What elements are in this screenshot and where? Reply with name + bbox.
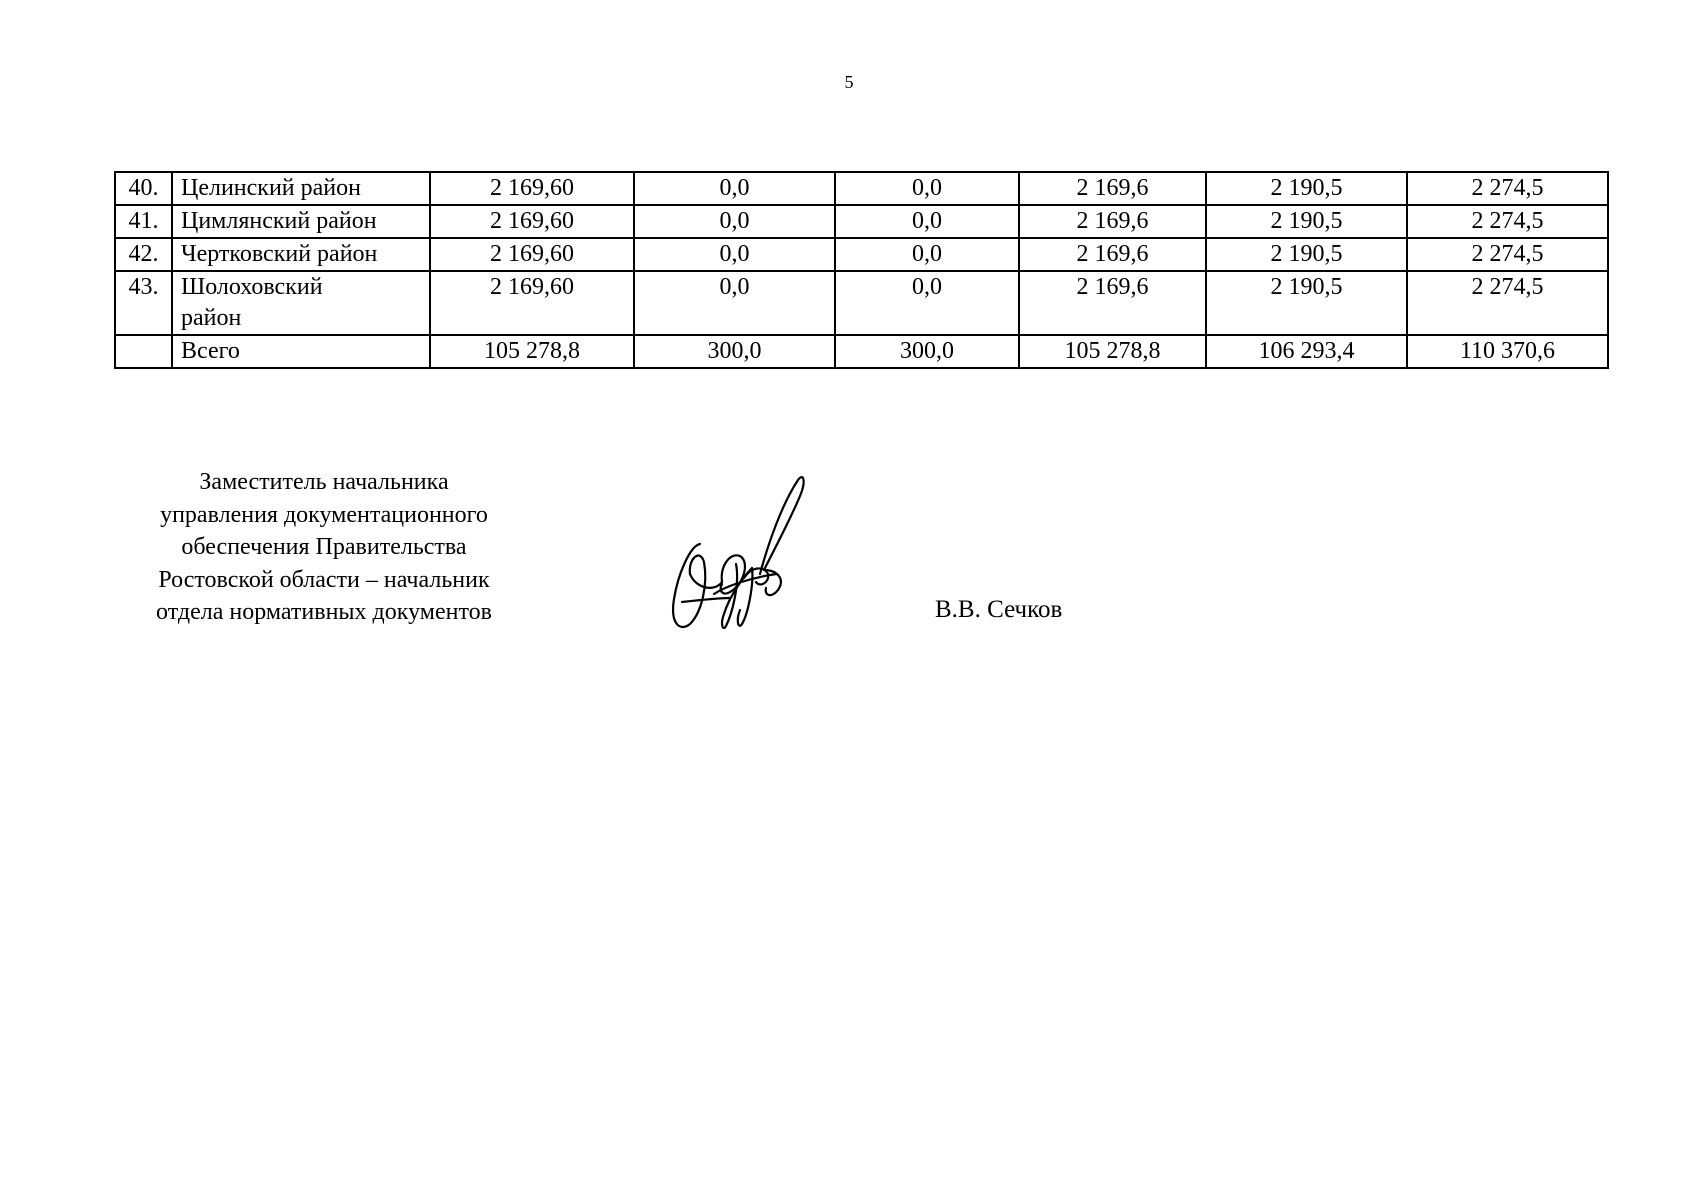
total-cell: 300,0: [835, 335, 1019, 368]
signatory-position: [108, 466, 540, 629]
table-row: [115, 205, 1608, 238]
table-cell: 2 190,5: [1206, 172, 1407, 205]
table-cell: 2 169,60: [430, 205, 634, 238]
total-cell: 110 370,6: [1407, 335, 1608, 368]
position-line: управления документационного: [160, 501, 488, 528]
table-cell: 2 274,5: [1407, 172, 1608, 205]
position-line: обеспечения Правительства: [181, 534, 467, 560]
position-line: отдела нормативных документов: [156, 599, 492, 625]
table-cell: 2 274,5: [1407, 205, 1608, 238]
table-total-row: [115, 335, 1608, 368]
total-cell: 105 278,8: [430, 335, 634, 368]
district-name: Чертковский район: [172, 238, 430, 271]
table-cell: 0,0: [835, 205, 1019, 238]
table-cell: 2 169,6: [1019, 205, 1206, 238]
table-cell: 2 169,60: [430, 271, 634, 335]
table-cell: 0,0: [634, 172, 835, 205]
table-cell: 2 190,5: [1206, 205, 1407, 238]
handwritten-signature-icon: [660, 474, 810, 634]
table-cell: 2 169,60: [430, 172, 634, 205]
table-row: [115, 271, 1608, 335]
table-cell: 2 169,6: [1019, 238, 1206, 271]
table-cell: 2 169,60: [430, 238, 634, 271]
row-number: 40.: [115, 172, 172, 205]
district-name: Целинский район: [172, 172, 430, 205]
total-cell: 105 278,8: [1019, 335, 1206, 368]
table-row: [115, 172, 1608, 205]
table-cell: 2 169,6: [1019, 271, 1206, 335]
table-cell: 0,0: [835, 172, 1019, 205]
table-cell: 0,0: [835, 238, 1019, 271]
row-number: 41.: [115, 205, 172, 238]
table-cell: 2 190,5: [1206, 238, 1407, 271]
total-cell: 300,0: [634, 335, 835, 368]
total-label: Всего: [172, 335, 430, 368]
data-table: [114, 171, 1609, 369]
table-cell: 2 274,5: [1407, 271, 1608, 335]
table-cell: 0,0: [835, 271, 1019, 335]
table-cell: 2 190,5: [1206, 271, 1407, 335]
signer-name: В.В. Сечков: [935, 596, 1063, 623]
table-cell: 0,0: [634, 205, 835, 238]
position-line: Заместитель начальника: [199, 469, 449, 495]
table-cell: 2 274,5: [1407, 238, 1608, 271]
row-number: 43.: [115, 271, 172, 335]
district-name: Цимлянский район: [172, 205, 430, 238]
district-name: [172, 271, 430, 335]
page-number: 5: [844, 72, 854, 92]
table-cell: 0,0: [634, 271, 835, 335]
total-cell: 106 293,4: [1206, 335, 1407, 368]
row-number: 42.: [115, 238, 172, 271]
table-row: [115, 238, 1608, 271]
row-number: [115, 335, 172, 368]
table-cell: 0,0: [634, 238, 835, 271]
district-name-line: район: [181, 305, 242, 331]
district-name-line: Шолоховский: [181, 274, 323, 300]
position-line: Ростовской области – начальник: [158, 566, 490, 593]
table-cell: 2 169,6: [1019, 172, 1206, 205]
